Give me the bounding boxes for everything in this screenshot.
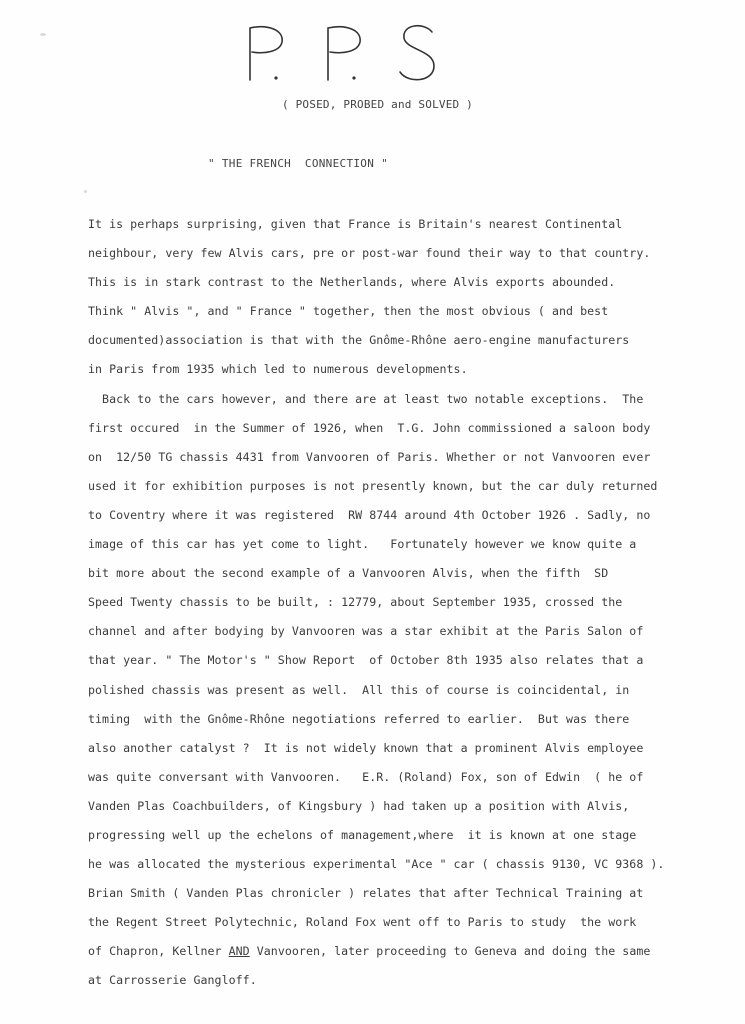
paper-mark [84,190,87,193]
body-line: documented)association is that with the Gnôme-Rhône aero-engine manufacturers [88,333,630,348]
document-subtitle: ( POSED, PROBED and SOLVED ) [281,98,474,111]
body-line: polished chassis was present as well. All this of course is coincidental, in [88,682,630,697]
body-line: the Regent Street Polytechnic, Roland Fox went off to Paris to study the work [88,915,637,930]
body-line: Think " Alvis ", and " France " together, then the most obvious ( and best [88,304,609,319]
body-line: to Coventry where it was registered RW 8744 around 4th October 1926 . Sadly, no [88,507,651,522]
body-line: image of this car has yet come to light. Fortunately however we know quite a [88,537,637,552]
body-line: Back to the cars however, and there are at least two notable exceptions. The [88,391,644,406]
body-line: This is in stark contrast to the Netherlands, where Alvis exports abounded. [88,275,616,290]
body-line-segment: Vanvooren, later proceeding to Geneva and doing the same [249,944,651,959]
body-line: in Paris from 1935 which led to numerous developments. [88,362,468,377]
article-heading: " THE FRENCH CONNECTION " [208,157,388,170]
body-line: was quite conversant with Vanvooren. E.R. (Roland) Fox, son of Edwin ( he of [88,769,644,784]
body-line: Brian Smith ( Vanden Plas chronicler ) relates that after Technical Training at [88,886,644,901]
body-line: It is perhaps surprising, given that France is Britain's nearest Continental [88,217,623,231]
body-line [88,937,728,966]
body-line: Speed Twenty chassis to be built, : 12779, about September 1935, crossed the [88,595,623,610]
body-line: neighbour, very few Alvis cars, pre or post-war found their way to that country. [88,246,651,261]
body-line: also another catalyst ? It is not widely known that a prominent Alvis employee [88,740,644,755]
body-line: at Carrosserie Gangloff. [88,973,257,988]
body-line: progressing well up the echelons of management,where it is known at one stage [88,827,637,842]
body-line: channel and after bodying by Vanvooren was a star exhibit at the Paris Salon of [88,624,644,639]
body-line-segment: of Chapron, Kellner [88,944,229,959]
paper-mark [40,33,46,36]
article-body [88,210,728,996]
body-line: he was allocated the mysterious experimental "Ace " car ( chassis 9130, VC 9368 ). [88,857,665,872]
underlined-emphasis: AND [228,944,250,959]
body-line: bit more about the second example of a Vanvooren Alvis, when the fifth SD [88,566,609,581]
body-line: first occured in the Summer of 1926, when T.G. John commissioned a saloon body [88,420,651,435]
body-line: on 12/50 TG chassis 4431 from Vanvooren of Paris. Whether or not Vanvooren ever [88,449,651,464]
body-line: used it for exhibition purposes is not presently known, but the car duly returned [88,478,658,493]
body-line: that year. " The Motor's " Show Report of October 8th 1935 also relates that a [88,653,644,668]
handwritten-title [238,18,448,88]
body-line: timing with the Gnôme-Rhône negotiations referred to earlier. But was there [88,711,630,726]
body-line: Vanden Plas Coachbuilders, of Kingsbury ) had taken up a position with Alvis, [88,798,630,813]
